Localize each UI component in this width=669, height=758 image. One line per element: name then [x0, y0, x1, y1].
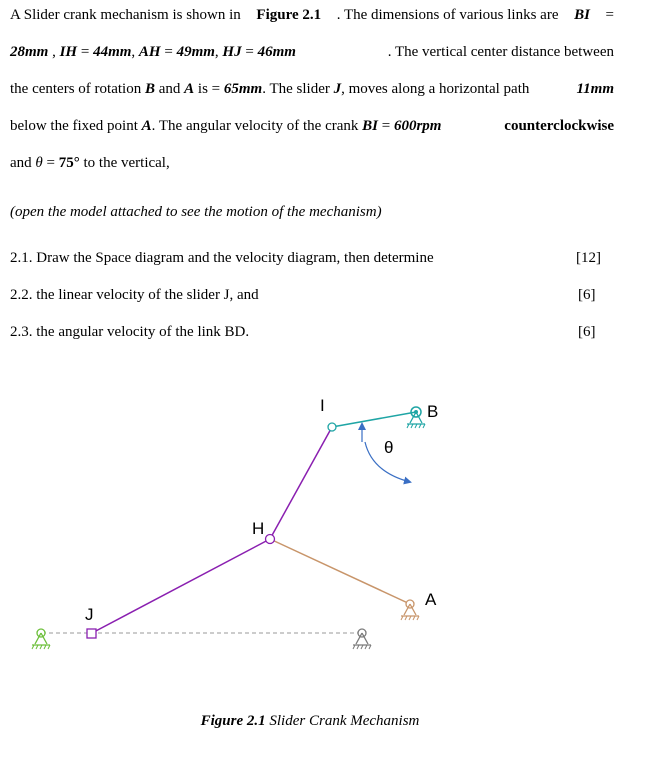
figure-caption — [0, 713, 620, 730]
text: , — [214, 44, 223, 60]
question-2-1: 2.1. Draw the Space diagram and the velocity diagram, then determine — [10, 250, 434, 266]
caption-title: Slider Crank Mechanism — [265, 713, 420, 729]
val-BI: 28mm — [10, 44, 49, 60]
text: A Slider crank mechanism is shown in — [10, 7, 241, 23]
text: = — [605, 7, 614, 23]
joint-H — [266, 535, 275, 544]
ground-pivot-B — [407, 407, 425, 428]
var-BI: BI — [362, 118, 378, 134]
text: and — [10, 155, 36, 171]
label-A: A — [425, 590, 437, 609]
label-I: I — [320, 396, 325, 415]
var-J: J — [333, 81, 342, 97]
text: = — [160, 44, 177, 60]
label-H: H — [252, 519, 265, 538]
text: = — [241, 44, 258, 60]
text: . The slider — [262, 81, 334, 97]
link-IH — [270, 427, 332, 539]
problem-line-1 — [10, 5, 614, 25]
text: and — [154, 81, 185, 97]
slider-J — [87, 629, 96, 638]
figure-ref: Figure 2.1 — [256, 7, 322, 23]
text: , — [131, 44, 139, 60]
problem-line-4 — [10, 116, 614, 136]
var-A: A — [184, 81, 195, 97]
text: . The dimensions of various links are — [336, 7, 559, 23]
question-2-2: 2.2. the linear velocity of the slider J, and — [10, 287, 259, 303]
label-theta: θ — [384, 438, 394, 457]
var-IH: IH — [59, 44, 78, 60]
problem-line-5 — [10, 153, 614, 173]
text: = — [42, 155, 59, 171]
text: , moves along a horizontal path — [341, 81, 530, 97]
var-AH: AH — [138, 44, 161, 60]
link-HJ — [92, 539, 270, 633]
text: . The vertical center distance between — [387, 44, 614, 60]
text: = — [377, 118, 394, 134]
marks-2-1: [12] — [576, 250, 601, 266]
label-J: J — [85, 605, 94, 624]
var-theta: θ — [35, 155, 43, 171]
ground-pivot-A — [401, 600, 419, 620]
ground-slider-left — [32, 629, 50, 649]
val-HJ: 46mm — [257, 44, 296, 60]
link-AH — [270, 539, 410, 604]
marks-2-2: [6] — [578, 287, 596, 303]
text: , — [48, 44, 60, 60]
label-B: B — [427, 402, 439, 421]
caption-number: Figure 2.1 — [200, 713, 266, 729]
problem-line-3 — [10, 79, 614, 99]
text: to the vertical, — [79, 155, 170, 171]
marks-2-3: [6] — [578, 324, 596, 340]
var-B: B — [144, 81, 155, 97]
text: . The angular velocity of the crank — [151, 118, 363, 134]
crank-BI — [332, 412, 416, 427]
val-AH: 49mm — [176, 44, 215, 60]
var-HJ: HJ — [222, 44, 242, 60]
question-2-3: 2.3. the angular velocity of the link BD. — [10, 324, 250, 340]
var-A: A — [141, 118, 152, 134]
val-slider-offset: 11mm — [576, 81, 614, 97]
text: the centers of rotation — [10, 81, 145, 97]
text: is = — [194, 81, 224, 97]
direction: counterclockwise — [504, 118, 614, 134]
joint-I — [328, 423, 336, 431]
model-note: (open the model attached to see the motion of the mechanism) — [10, 204, 382, 220]
mechanism-diagram — [0, 380, 669, 680]
var-BI: BI — [574, 7, 590, 23]
val-theta: 75° — [58, 155, 80, 171]
val-angular-velocity: 600rpm — [393, 118, 442, 134]
problem-line-2 — [10, 42, 614, 62]
text: below the fixed point — [10, 118, 142, 134]
val-vertical-distance: 65mm — [223, 81, 263, 97]
ground-slider-right — [353, 629, 371, 649]
val-IH: 44mm — [93, 44, 132, 60]
text: = — [77, 44, 94, 60]
